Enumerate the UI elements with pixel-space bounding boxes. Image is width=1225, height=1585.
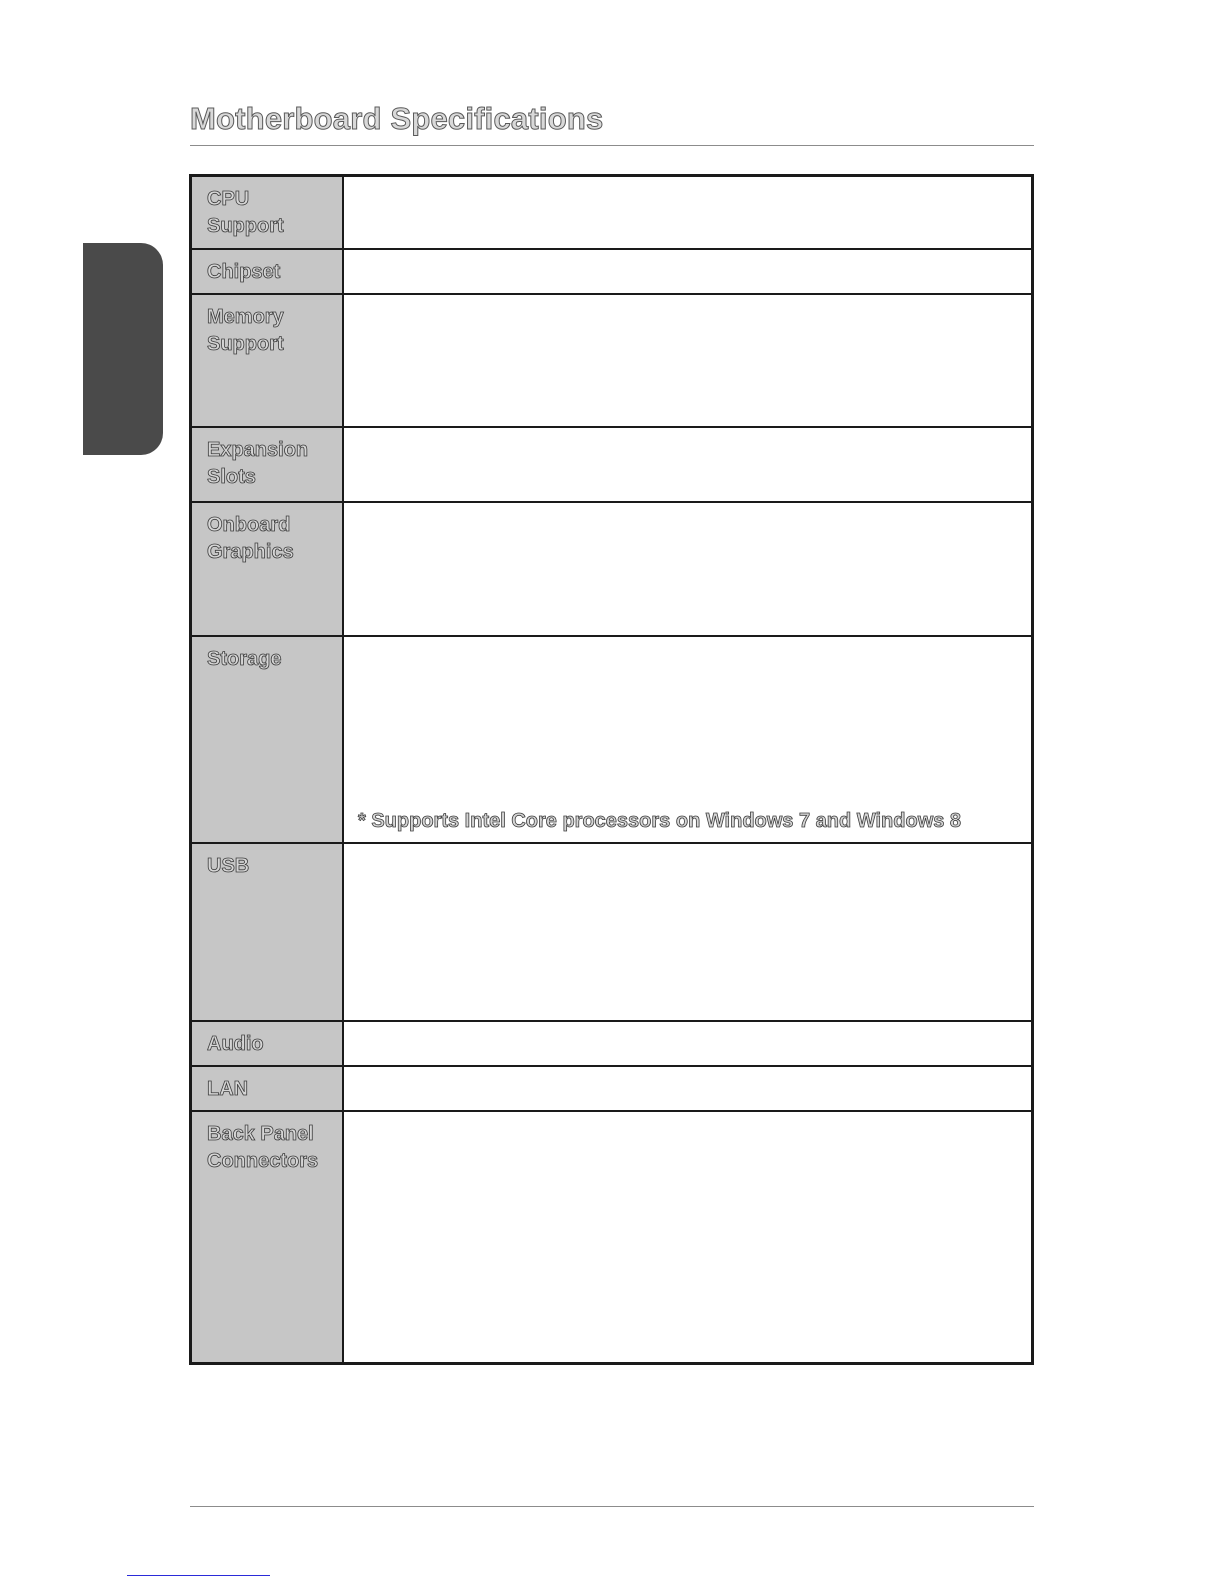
row-label-cell	[191, 1066, 344, 1111]
row-label-cell	[191, 502, 344, 636]
footer-divider	[190, 1506, 1034, 1507]
row-value-cell	[343, 427, 1033, 502]
chapter-side-tab	[83, 243, 163, 455]
title-divider	[190, 145, 1034, 146]
row-label-cell	[191, 843, 344, 1021]
table-row	[191, 502, 1033, 636]
row-label: Expansion Slots	[207, 438, 309, 488]
row-label: Storage	[207, 647, 282, 670]
row-label: USB	[207, 854, 250, 877]
row-value-cell	[343, 294, 1033, 427]
table-row	[191, 176, 1033, 249]
table-row	[191, 843, 1033, 1021]
row-label-cell	[191, 249, 344, 294]
table-row	[191, 1111, 1033, 1364]
row-label-cell	[191, 636, 344, 843]
storage-value-cell	[343, 636, 1033, 843]
row-label: Back Panel Connectors	[207, 1122, 319, 1172]
row-label-cell	[191, 176, 344, 249]
row-label: Chipset	[207, 260, 281, 283]
row-value-cell	[343, 843, 1033, 1021]
table-row	[191, 1021, 1033, 1066]
row-label-cell	[191, 427, 344, 502]
row-label: Memory Support	[207, 305, 284, 355]
table-row	[191, 427, 1033, 502]
table-row	[191, 294, 1033, 427]
table-row	[191, 1066, 1033, 1111]
page-title: Motherboard Specifications	[190, 101, 604, 136]
row-label-cell	[191, 1111, 344, 1364]
row-value-cell	[343, 249, 1033, 294]
row-label: Onboard Graphics	[207, 513, 294, 563]
row-value-cell	[343, 1021, 1033, 1066]
table-row	[191, 636, 1033, 843]
row-value-cell	[343, 502, 1033, 636]
row-label: CPU Support	[207, 188, 284, 237]
row-label-cell	[191, 1021, 344, 1066]
footer-link-underline[interactable]	[127, 1575, 270, 1576]
row-label: Audio	[207, 1032, 264, 1055]
row-value-cell	[343, 176, 1033, 249]
row-value-cell	[343, 1066, 1033, 1111]
row-label-cell	[191, 294, 344, 427]
table-row	[191, 249, 1033, 294]
row-label: LAN	[207, 1077, 249, 1100]
spec-table	[189, 174, 1034, 1365]
row-value-cell	[343, 1111, 1033, 1364]
storage-footnote: * Supports Intel Core processors on Windows 7 and Windows 8	[358, 809, 962, 832]
